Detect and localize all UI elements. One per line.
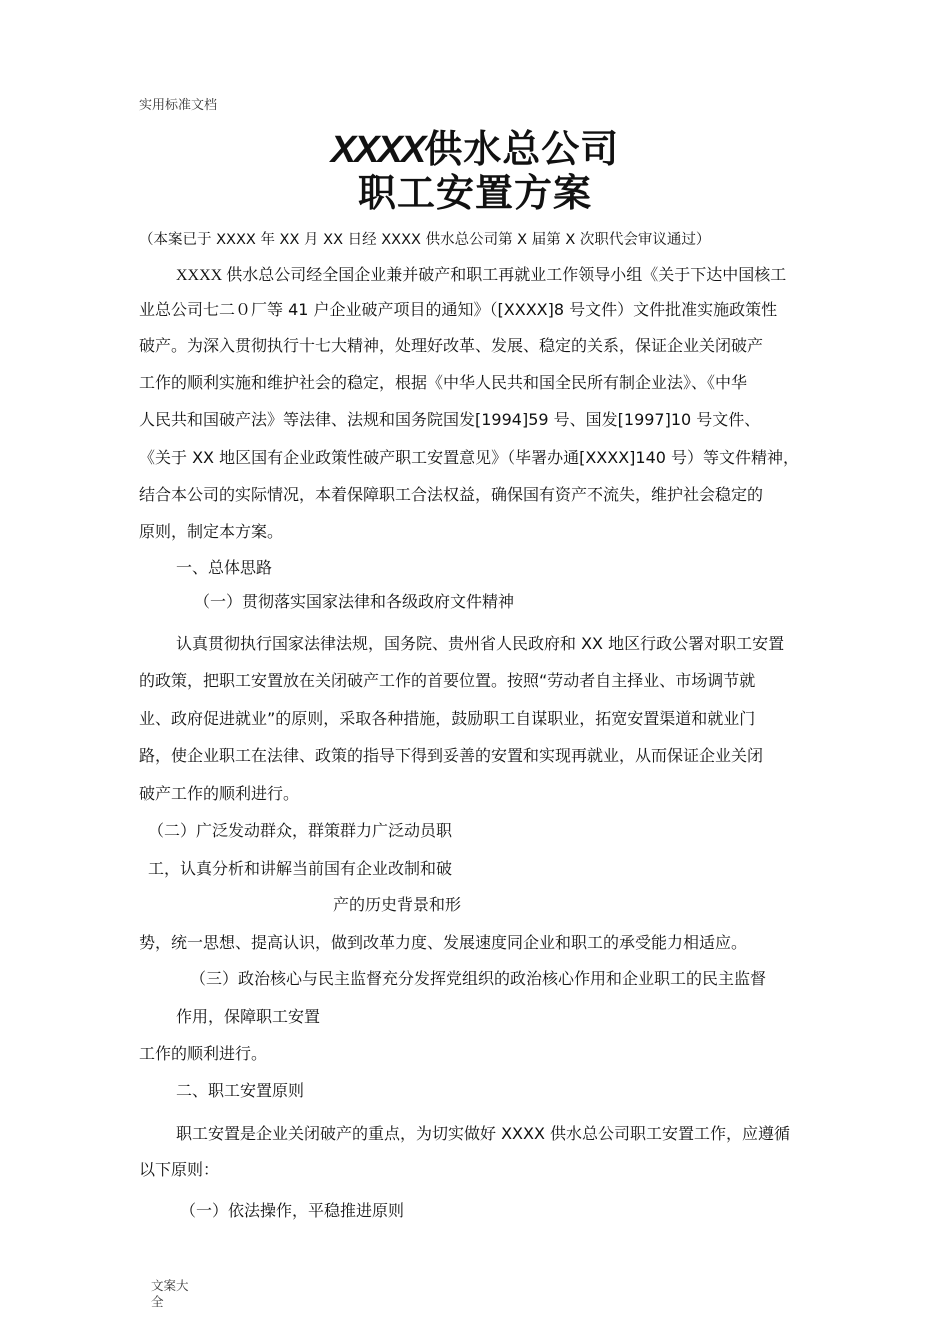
document-title-line-2: 职工安置方案 xyxy=(357,171,592,215)
title-company-name: 供水总公司 xyxy=(424,127,620,171)
section-heading: 二、职工安置原则 xyxy=(176,1081,305,1100)
paragraph-line: 认真贯彻执行国家法律法规，国务院、贵州省人民政府和 XX 地区行政公署对职工安置 xyxy=(176,634,785,653)
section-heading: 一、总体思路 xyxy=(176,558,273,577)
subsection-heading: （二）广泛发动群众，群策群力广泛动员职 xyxy=(148,821,453,840)
paragraph-line: 《关于 XX 地区国有企业政策性破产职工安置意见》（毕署办通[XXXX]140 号）等文件精神， xyxy=(139,448,800,467)
paragraph-line: 业总公司七二０厂等 41 户企业破产项目的通知》（[XXXX]8 号文件）文件批准实施政策性 xyxy=(139,300,778,319)
paragraph-line: XXXX 供水总公司经全国企业兼并破产和职工再就业工作领导小组《关于下达中国核工 xyxy=(176,267,787,284)
paragraph-line: 工，认真分析和讲解当前国有企业改制和破 xyxy=(148,859,453,878)
paragraph-line: 原则，制定本方案。 xyxy=(139,522,284,541)
paragraph-line: 结合本公司的实际情况，本着保障职工合法权益，确保国有资产不流失，维护社会稳定的 xyxy=(139,485,764,504)
paragraph-line: 业、政府促进就业”的原则，采取各种措施，鼓励职工自谋职业，拓宽安置渠道和就业门 xyxy=(139,709,756,728)
paragraph-line: 人民共和国破产法》等法律、法规和国务院国发[1994]59 号、国发[1997]10 号文件、 xyxy=(139,410,761,429)
paragraph-line: 工作的顺利实施和维护社会的稳定，根据《中华人民共和国全民所有制企业法》、《中华 xyxy=(139,373,748,392)
paragraph-line: 产的历史背景和形 xyxy=(333,895,462,914)
paragraph-line: 破产工作的顺利进行。 xyxy=(139,784,300,803)
approval-note: （本案已于 XXXX 年 XX 月 XX 日经 XXXX 供水总公司第 X 届第 X 次职代会审议通过） xyxy=(139,232,711,248)
subsection-heading: （三）政治核心与民主监督充分发挥党组织的政治核心作用和企业职工的民主监督 xyxy=(190,969,767,988)
subsection-heading: （一）贯彻落实国家法律和各级政府文件精神 xyxy=(194,592,515,611)
title-company-code: XXXX xyxy=(330,129,425,171)
paragraph-line: 路，使企业职工在法律、政策的指导下得到妥善的安置和实现再就业，从而保证企业关闭 xyxy=(139,746,764,765)
footer-label: 文案大全 xyxy=(151,1278,189,1309)
subsection-heading: （一）依法操作，平稳推进原则 xyxy=(180,1201,405,1220)
paragraph-line: 以下原则： xyxy=(139,1160,220,1179)
paragraph-line: 职工安置是企业关闭破产的重点，为切实做好 XXXX 供水总公司职工安置工作，应遵循 xyxy=(176,1124,791,1143)
paragraph-line: 势，统一思想、提高认识，做到改革力度、发展速度同企业和职工的承受能力相适应。 xyxy=(139,933,748,952)
paragraph-line: 作用，保障职工安置 xyxy=(176,1007,321,1026)
paragraph-line: 工作的顺利进行。 xyxy=(139,1044,268,1063)
header-label: 实用标准文档 xyxy=(139,98,218,113)
paragraph-line: 的政策，把职工安置放在关闭破产工作的首要位置。按照“劳动者自主择业、市场调节就 xyxy=(139,671,756,690)
paragraph-line: 破产。为深入贯彻执行十七大精神，处理好改革、发展、稳定的关系，保证企业关闭破产 xyxy=(139,336,764,355)
